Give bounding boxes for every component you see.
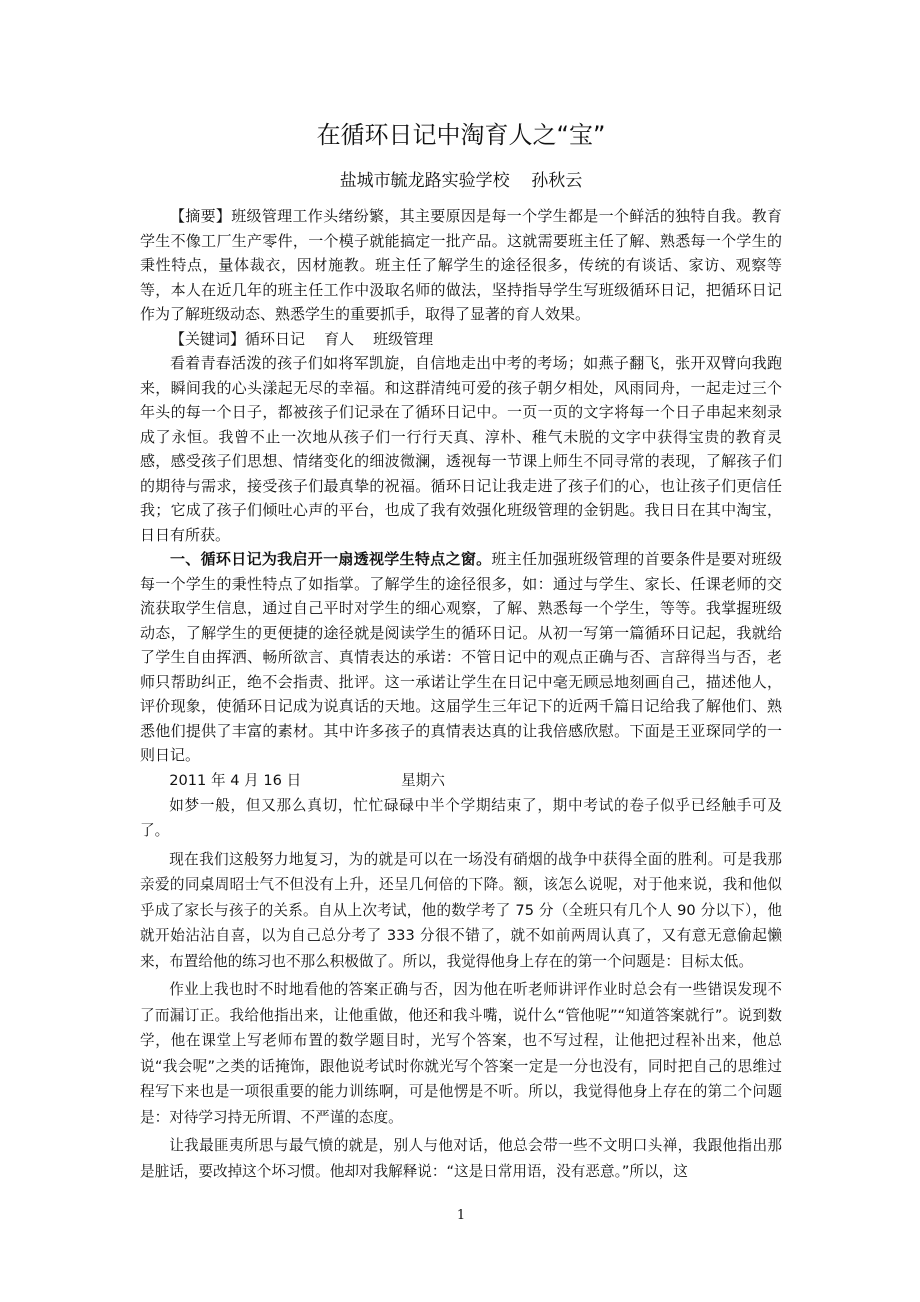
diary-date: 2011 年 4 月 16 日 [169, 771, 302, 789]
diary-date-line [140, 768, 782, 793]
section1-heading: 一、循环日记为我启开一扇透视学生特点之窗。 [170, 550, 492, 568]
keywords-paragraph [140, 327, 782, 352]
section1-text: 班主任加强班级管理的首要条件是要对班级每一个学生的秉性特点了如指掌。了解学生的途径很多，如：通过与学生、家长、任课老师的交流获取学生信息，通过自己平时对学生的细心观察，了解、熟悉每一个学生，等等。我掌握班级动态，了解学生的更便捷的途径就是阅读学生的循环日记。从初一写第一篇循环日记起，我就给了学生自由挥洒、畅所欲言、真情表达的承诺：不管日记中的观点正确与否、言辞得当与否，老师只帮助纠正，绝不会指责、批评。这一承诺让学生在日记中毫无顾忌地刻画自己，描述他人，评价现象，使循环日记成为说真话的天地。这届学生三年记下的近两千篇日记给我了解他们、熟悉他们提供了丰富的素材。其中许多孩子的真情表达真的让我倍感欣慰。下面是王亚琛同学的一则日记。 [140, 550, 782, 764]
abstract-paragraph [140, 204, 782, 327]
section1-paragraph [140, 547, 782, 768]
intro-paragraph: 看着青春活泼的孩子们如将军凯旋，自信地走出中考的考场；如燕子翻飞，张开双臂向我跑来，瞬间我的心头漾起无尽的幸福。和这群清纯可爱的孩子朝夕相处，风雨同舟，一起走过三个年头的每一个日子，都被孩子们记录在了循环日记中。一页一页的文字将每一个日子串起来刻录成了永恒。我曾不止一次地从孩子们一行行天真、淳朴、稚气未脱的文字中获得宝贵的教育灵感，感受孩子们思想、情绪变化的细波微澜，透视每一节课上师生不同寻常的表现，了解孩子们的期待与需求，接受孩子们最真挚的祝福。循环日记让我走进了孩子们的心，也让孩子们更信任我；它成了孩子们倾吐心声的平台，也成了我有效强化班级管理的金钥匙。我日日在其中淘宝，日日有所获。 [140, 354, 782, 544]
diary-paragraph-4: 让我最匪夷所思与最气愤的就是，别人与他对话，他总会带一些不文明口头禅，我跟他指出那是脏话，要改掉这个坏习惯。他却对我解释说：“这是日常用语，没有恶意。”所以，这 [140, 1137, 782, 1180]
document-title: 在循环日记中淘育人之“宝” [316, 121, 606, 149]
keywords-text: 循环日记 育人 班级管理 [245, 329, 434, 348]
page-number: 1 [456, 1208, 466, 1223]
author-line: 盐城市毓龙路实验学校 孙秋云 [339, 171, 583, 191]
abstract-text: 班级管理工作头绪纷繁，其主要原因是每一个学生都是一个鲜活的独特自我。教育学生不像工厂生产零件，一个模子就能搞定一批产品。这就需要班主任了解、熟悉每一个学生的秉性特点，量体裁衣，因材施教。班主任了解学生的途径很多，传统的有谈话、家访、观察等等，本人在近几年的班主任工作中汲取名师的做法，坚持指导学生写班级循环日记，把循环日记作为了解班级动态、熟悉学生的重要抓手，取得了显著的育人效果。 [140, 207, 782, 323]
diary-paragraph-1: 如梦一般，但又那么真切，忙忙碌碌中半个学期结束了，期中考试的卷子似乎已经触手可及了。 [140, 796, 782, 839]
diary-paragraph-3: 作业上我也时不时地看他的答案正确与否，因为他在听老师讲评作业时总会有一些错误发现不了而漏订正。我给他指出来，让他重做，他还和我斗嘴，说什么“管他呢”“知道答案就行”。说到数学，他在课堂上写老师布置的数学题目时，光写个答案，也不写过程，让他把过程补出来，他总说“我会呢”之类的话掩饰，跟他说考试时你就光写个答案一定是一分也没有，同时把自己的思维过程写下来也是一项很重要的能力训练啊，可是他愣是不听。所以，我觉得他身上存在的第二个问题是：对待学习持无所谓、不严谨的态度。 [140, 981, 782, 1126]
diary-weekday: 星期六 [401, 771, 445, 789]
keywords-label: 【关键词】 [170, 329, 246, 348]
document-body [140, 204, 782, 1184]
diary-paragraph-2: 现在我们这般努力地复习，为的就是可以在一场没有硝烟的战争中获得全面的胜利。可是我那亲爱的同桌周昭士气不但没有上升，还呈几何倍的下降。额，该怎么说呢，对于他来说，我和他似乎成了家长与孩子的关系。自从上次考试，他的数学考了 75 分（全班只有几个人 90 分以下），他就开始沾沾自喜，以为自己总分考了 333 分很不错了，就不如前两周认真了，又有意无意偷起懒来，布置给他的练习也不那么积极做了。所以，我觉得他身上存在的第一个问题是：目标太低。 [140, 850, 782, 970]
abstract-label: 【摘要】 [170, 207, 232, 225]
document-page [140, 0, 782, 1302]
